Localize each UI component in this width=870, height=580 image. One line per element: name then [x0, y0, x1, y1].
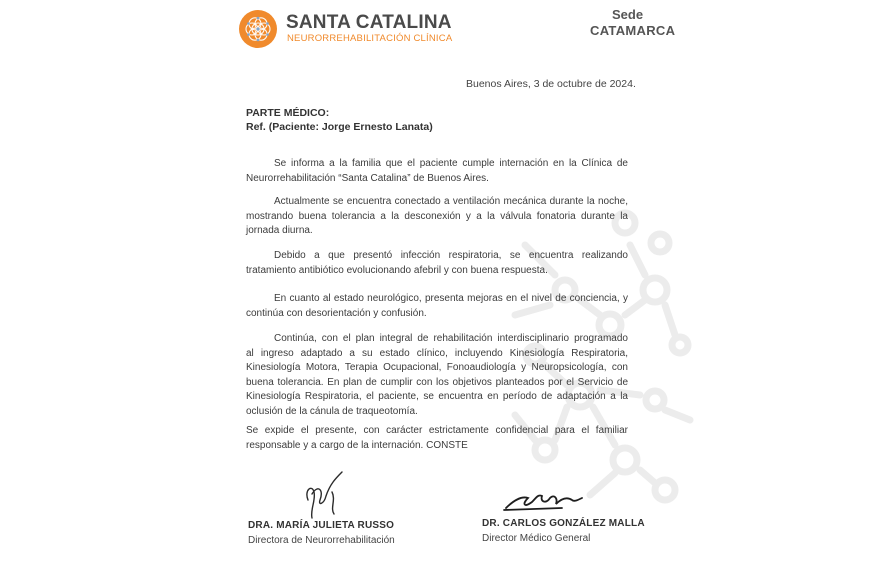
paragraph-line: responsable y a cargo de la internación. CONSTE [246, 439, 468, 451]
paragraph-line: Kinesiología Motora, Terapia Ocupacional, Fonoaudiología y Neuropsicología, con [246, 362, 628, 373]
signatory-role: Director Médico General [482, 533, 591, 544]
paragraph-line: En cuanto al estado neurológico, presenta mejoras en el nivel de conciencia, y [274, 293, 628, 304]
letter-title: PARTE MÉDICO: [246, 107, 330, 119]
signatory-role: Directora de Neurorrehabilitación [248, 535, 395, 546]
paragraph-line: jornada diurna. [246, 225, 313, 236]
signature-russo [296, 470, 356, 522]
paragraph-line: buena tolerancia. En plan de cumplir con los objetivos planteados por el Servicio de [246, 376, 628, 388]
sede-city: CATAMARCA [590, 23, 676, 38]
paragraph-line: Actualmente se encuentra conectado a ventilación mecánica durante la noche, [274, 196, 628, 207]
brand-subtitle: NEURORREHABILITACIÓN CLÍNICA [287, 33, 453, 44]
paragraph-line: continúa con desorientación y confusión. [246, 307, 427, 319]
paragraph-closing [246, 424, 628, 453]
paragraph-line: Se informa a la familia que el paciente cumple internación en la Clínica de [274, 158, 628, 169]
paragraph-internation [246, 157, 628, 186]
signature-gonzalez-malla [502, 486, 584, 512]
paragraph-line: Neurorrehabilitación “Santa Catalina” de Buenos Aires. [246, 172, 489, 184]
paragraph-line: Se expide el presente, con carácter estrictamente confidencial para el familiar [246, 425, 628, 436]
signatory-name: DR. CARLOS GONZÁLEZ MALLA [482, 518, 645, 529]
flower-of-life-icon [238, 9, 278, 49]
paragraph-neurological [246, 292, 628, 321]
paragraph-rehabilitation [246, 332, 628, 419]
brand-name: SANTA CATALINA [286, 12, 452, 33]
paragraph-ventilation [246, 195, 628, 239]
letter-reference: Ref. (Paciente: Jorge Ernesto Lanata) [246, 121, 433, 133]
paragraph-line: Kinesiología Respiratoria, el paciente, se encuentra en período de adaptación a la [246, 391, 628, 402]
paragraph-line: oclusión de la cánula de traqueotomía. [246, 405, 418, 417]
sede-label: Sede [612, 7, 644, 22]
paragraph-infection [246, 249, 628, 278]
signatory-name: DRA. MARÍA JULIETA RUSSO [248, 520, 395, 531]
paragraph-line: mostrando buena tolerancia a la desconexión y a la válvula fonatoria durante la [246, 210, 628, 222]
paragraph-line: Debido a que presentó infección respiratoria, se encuentra realizando [274, 250, 628, 261]
paragraph-line: tratamiento antibiótico evolucionando afebril y con buena respuesta. [246, 264, 548, 276]
letter-date: Buenos Aires, 3 de octubre de 2024. [466, 78, 636, 90]
paragraph-line: Continúa, con el plan integral de rehabilitación interdisciplinario programado [274, 333, 628, 344]
paragraph-line: al ingreso adaptado a su estado clínico, incluyendo Kinesiología Respiratoria, [246, 347, 628, 359]
